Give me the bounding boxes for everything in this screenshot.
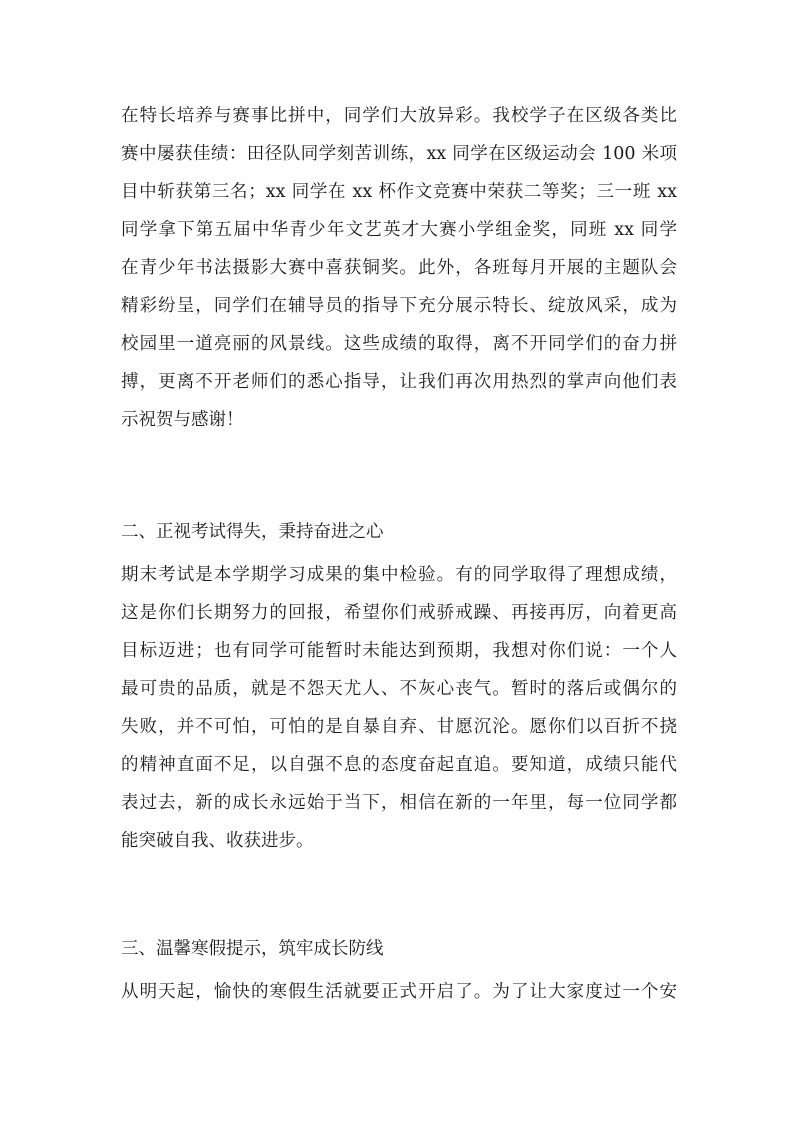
paragraph-line: 示祝贺与感谢！ [121,410,244,430]
paragraph-line: 表过去，新的成长永远始于当下，相信在新的一年里，每一位同学都 [121,793,677,813]
paragraph-line: 失败，并不可怕，可怕的是自暴自弃、甘愿沉沦。愿你们以百折不挠 [121,717,677,737]
paragraph-line: 从明天起，愉快的寒假生活就要正式开启了。为了让大家度过一个安 [121,982,677,1002]
paragraph-line: 能突破自我、收获进步。 [121,831,314,851]
paragraph-line: 的精神直面不足，以自强不息的态度奋起直追。要知道，成绩只能代 [121,755,677,775]
paragraph-line: 在特长培养与赛事比拼中，同学们大放异彩。我校学子在区级各类比 [121,106,677,126]
paragraph-line: 同学拿下第五届中华青少年文艺英才大赛小学组金奖，同班 xx 同学 [121,220,677,240]
paragraph-line: 目标迈进；也有同学可能暂时未能达到预期，我想对你们说：一个人 [121,641,677,661]
paragraph-line: 目中斩获第三名；xx 同学在 xx 杯作文竞赛中荣获二等奖；三一班 xx [121,182,677,202]
paragraph-line: 搏，更离不开老师们的悉心指导，让我们再次用热烈的掌声向他们表 [121,372,677,392]
paragraph-line: 在青少年书法摄影大赛中喜获铜奖。此外，各班每月开展的主题队会 [121,258,677,278]
section-heading-text: 三、温馨寒假提示，筑牢成长防线 [121,939,384,959]
section-heading-text: 二、正视考试得失，秉持奋进之心 [121,522,384,542]
paragraph-line: 期末考试是本学期学习成果的集中检验。有的同学取得了理想成绩， [121,565,677,585]
paragraph-line: 赛中屡获佳绩：田径队同学刻苦训练，xx 同学在区级运动会 100 米项 [121,144,677,164]
paragraph-line: 最可贵的品质，就是不怨天尤人、不灰心丧气。暂时的落后或偶尔的 [121,679,677,699]
paragraph-line: 这是你们长期努力的回报，希望你们戒骄戒躁、再接再厉，向着更高 [121,603,677,623]
paragraph-line: 精彩纷呈，同学们在辅导员的指导下充分展示特长、绽放风采，成为 [121,296,677,316]
paragraph-line: 校园里一道亮丽的风景线。这些成绩的取得，离不开同学们的奋力拼 [121,334,677,354]
